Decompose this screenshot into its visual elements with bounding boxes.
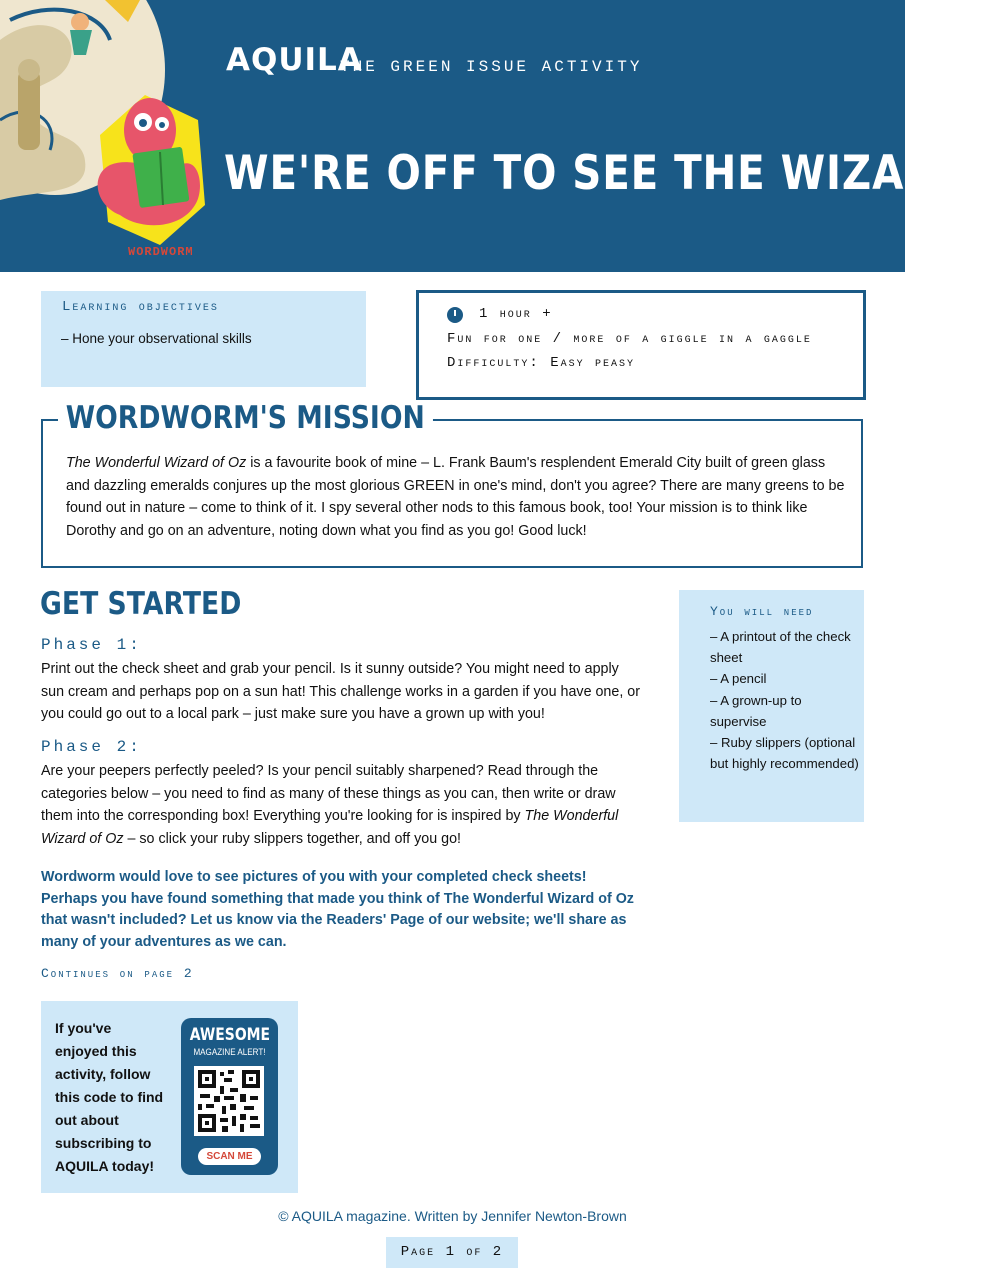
page-number-badge: Page 1 of 2	[386, 1237, 518, 1268]
need-list	[710, 626, 860, 774]
clock-icon	[447, 307, 463, 323]
qr-code-icon[interactable]	[194, 1066, 264, 1136]
difficulty-text: Difficulty: Easy peasy	[447, 355, 636, 371]
issue-subtitle: THE GREEN ISSUE ACTIVITY	[340, 58, 643, 76]
need-heading: You will need	[710, 604, 814, 619]
qr-subtitle: MAGAZINE ALERT!	[193, 1047, 266, 1058]
subscribe-box	[41, 1001, 298, 1193]
mission-title: WORDWORM'S MISSION	[58, 400, 433, 436]
phase-2-text-b: – so click your ruby slippers together, and off you go!	[123, 831, 461, 848]
phase-2-heading: Phase 2:	[41, 738, 142, 756]
get-started-heading: GET STARTED	[40, 586, 242, 622]
book-title: The Wonderful Wizard of Oz	[66, 455, 247, 471]
scan-me-button[interactable]: SCAN ME	[198, 1148, 261, 1165]
objectives-heading: Learning objectives	[62, 299, 219, 315]
qr-card[interactable]	[181, 1018, 278, 1175]
mission-text	[66, 452, 851, 543]
qr-title: AWESOME	[189, 1025, 271, 1045]
list-item: – A printout of the check sheet	[710, 629, 851, 666]
list-item: – A grown-up to supervise	[710, 692, 802, 729]
objective-item: – Hone your observational skills	[61, 331, 252, 346]
list-item: – A pencil	[710, 671, 767, 687]
brand-logo: AQUILA	[226, 42, 363, 78]
mission-body: is a favourite book of mine – L. Frank Baum's resplendent Emerald City built of green glass and dazzling emeralds conjures up the most glorious GREEN in one's mind, don't you agree? There are many greens to be found out in nature – come to think of it. I spy several other nods to this famous book, too! Your mission is to think like Dorothy and go on an adventure, noting down what you find as you go! Good luck!	[66, 455, 845, 540]
phase-1-text: Print out the check sheet and grab your pencil. Is it sunny outside? You might need to apply sun cream and perhaps pop on a sun hat! This challenge works in a garden if you have one, or you could go out to a local park – just make sure you have a grown up with you!	[41, 661, 640, 723]
mascot-label: WORDWORM	[128, 245, 194, 259]
phase-2-text-a: Are your peepers perfectly peeled? Is your pencil suitably sharpened? Read through the categories below – you need to find as many of these things as you can, then write or draw them into the corresponding box! Everything you're looking for is inspired by	[41, 763, 616, 825]
phase-2-text	[41, 760, 641, 851]
learning-objectives-box	[41, 291, 366, 387]
share-callout: Wordworm would love to see pictures of you with your completed check sheets! Perhaps you have found something that made you think of The Wonderful Wizard of Oz that wasn't included? Let us know via the Readers' Page of our website; we'll share as many of your adventures as we can.	[41, 869, 634, 950]
players-text: Fun for one / more of a giggle in a gaggle	[447, 331, 812, 347]
list-item: – Ruby slippers (optional but highly recommended)	[710, 735, 859, 772]
header-banner	[0, 0, 990, 272]
duration-text: 1 hour +	[479, 306, 553, 322]
activity-info-box	[416, 290, 866, 400]
you-will-need-box	[679, 590, 864, 822]
illustration	[0, 0, 230, 272]
credit-line: © AQUILA magazine. Written by Jennifer Newton-Brown	[278, 1208, 627, 1224]
qr-pattern	[194, 1066, 264, 1136]
phase-2-book-title: The Wonderful Wizard of Oz	[41, 808, 619, 848]
phase-1-heading: Phase 1:	[41, 636, 142, 654]
subscribe-text: If you've enjoyed this activity, follow this code to find out about subscribing to AQUILA today!	[55, 1020, 164, 1174]
page-title: WE'RE OFF TO SEE THE WIZARD!	[224, 146, 990, 201]
continues-note: Continues on page 2	[41, 966, 194, 981]
